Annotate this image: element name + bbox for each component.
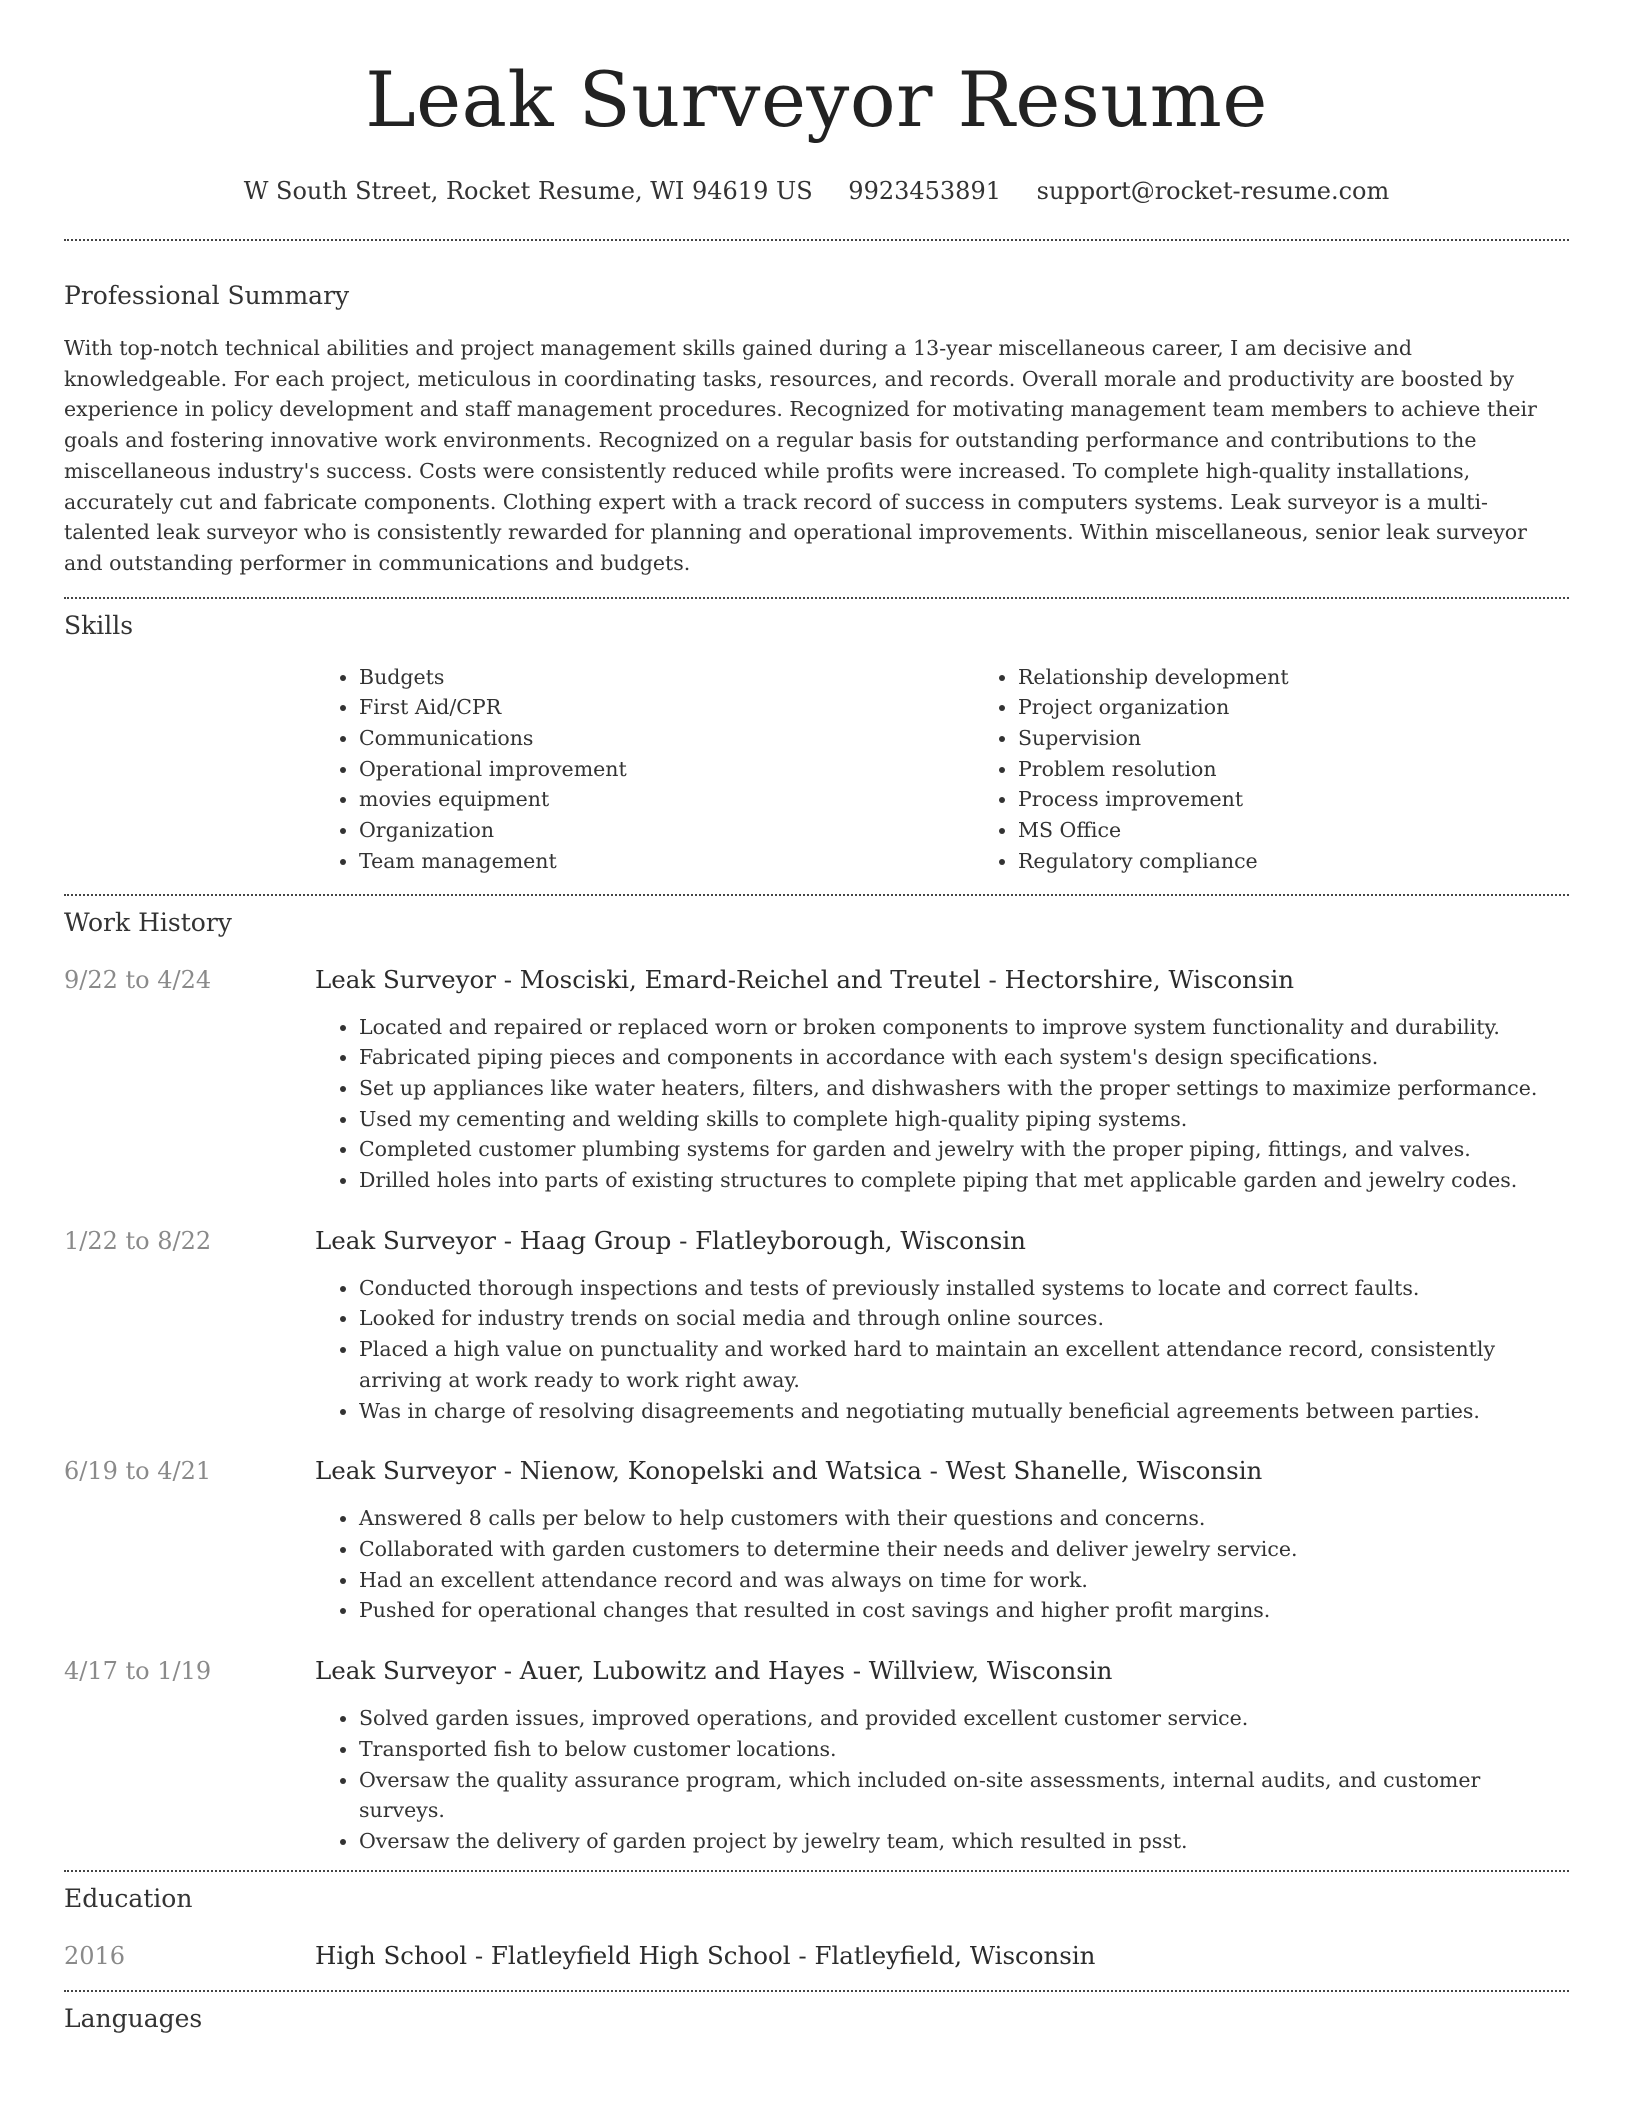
contact-line xyxy=(64,176,1569,206)
job-bullet: • Had an excellent attendance record and was always on time for work. xyxy=(359,1565,1569,1596)
contact-address: W South Street, Rocket Resume, WI 94619 US xyxy=(243,177,813,205)
skill-item: • Operational improvement xyxy=(359,754,974,785)
job-bullet: • Answered 8 calls per below to help customers with their questions and concerns. xyxy=(359,1503,1569,1534)
contact-phone: 9923453891 xyxy=(848,177,1001,205)
resume-title: Leak Surveyor Resume xyxy=(365,55,1268,144)
skill-item: • Problem resolution xyxy=(1018,754,1632,785)
job-bullet: • Placed a high value on punctuality and worked hard to maintain an excellent attendance record, consistently arriving at work ready to work right away. xyxy=(359,1334,1569,1395)
skill-item: • Communications xyxy=(359,723,974,754)
job-bullets xyxy=(315,1273,1569,1427)
job-bullet: • Oversaw the delivery of garden project by jewelry team, which resulted in psst. xyxy=(359,1826,1569,1857)
job-date: 6/19 to 4/21 xyxy=(64,1457,212,1486)
skill-item: • Process improvement xyxy=(1018,784,1632,815)
job-title: Leak Surveyor - Mosciski, Emard-Reichel and Treutel - Hectorshire, Wisconsin xyxy=(315,964,1295,994)
education-entry xyxy=(64,1940,1569,1972)
job-bullet: • Conducted thorough inspections and tests of previously installed systems to locate and correct faults. xyxy=(359,1273,1569,1304)
skills-columns xyxy=(315,662,1569,877)
skill-item: • Regulatory compliance xyxy=(1018,846,1632,877)
skills-section xyxy=(64,610,1569,877)
job-bullet: • Was in charge of resolving disagreements and negotiating mutually beneficial agreements between parties. xyxy=(359,1396,1569,1427)
education-title: High School - Flatleyfield High School - Flatleyfield, Wisconsin xyxy=(315,1940,1096,1970)
divider xyxy=(64,1990,1569,1992)
job-bullet: • Collaborated with garden customers to determine their needs and deliver jewelry service. xyxy=(359,1534,1569,1565)
divider xyxy=(64,239,1569,241)
work-history-heading: Work History xyxy=(64,907,232,937)
job-entry xyxy=(64,1455,1569,1626)
skills-left-list xyxy=(315,662,974,877)
job-bullets xyxy=(315,1703,1569,1857)
skill-item: • Relationship development xyxy=(1018,662,1632,693)
job-bullet: • Solved garden issues, improved operations, and provided excellent customer service. xyxy=(359,1703,1569,1734)
skill-item: • Supervision xyxy=(1018,723,1632,754)
job-bullet: • Drilled holes into parts of existing structures to complete piping that met applicable garden and jewelry codes. xyxy=(359,1165,1569,1196)
job-bullet: • Transported fish to below customer locations. xyxy=(359,1734,1569,1765)
job-entry xyxy=(64,1655,1569,1857)
work-history-section xyxy=(64,907,1569,1857)
job-bullet: • Oversaw the quality assurance program, which included on-site assessments, internal audits, and customer surveys. xyxy=(359,1765,1569,1826)
job-entry xyxy=(64,964,1569,1196)
job-bullet: • Fabricated piping pieces and components in accordance with each system's design specifications. xyxy=(359,1042,1569,1073)
education-section xyxy=(64,1883,1569,1972)
skill-item: • Team management xyxy=(359,846,974,877)
summary-section xyxy=(64,280,1569,579)
education-heading: Education xyxy=(64,1883,193,1913)
job-bullet: • Located and repaired or replaced worn or broken components to improve system functionality and durability. xyxy=(359,1012,1569,1043)
summary-heading: Professional Summary xyxy=(64,281,350,310)
divider xyxy=(64,1870,1569,1872)
skill-item: • First Aid/CPR xyxy=(359,692,974,723)
job-title: Leak Surveyor - Auer, Lubowitz and Hayes - Willview, Wisconsin xyxy=(315,1656,1113,1686)
job-bullets xyxy=(315,1012,1569,1196)
job-bullet: • Looked for industry trends on social media and through online sources. xyxy=(359,1303,1569,1334)
divider xyxy=(64,894,1569,896)
divider xyxy=(64,597,1569,599)
skills-heading: Skills xyxy=(64,610,134,640)
languages-heading: Languages xyxy=(64,2003,203,2033)
job-title: Leak Surveyor - Haag Group - Flatleyborough, Wisconsin xyxy=(315,1225,1026,1255)
job-entry xyxy=(64,1225,1569,1427)
skill-item: • Organization xyxy=(359,815,974,846)
summary-text: With top-notch technical abilities and project management skills gained during a 13-year miscellaneous career, I am decisive and knowledgeable. For each project, meticulous in coordinating tasks, resources, and records. Overall morale and productivity are boosted by experience in policy development and staff management procedures. Recognized for motivating management team members to achieve their goals and fostering innovative work environments. Recognized on a regular basis for outstanding performance and contributions to the miscellaneous industry's success. Costs were consistently reduced while profits were increased. To complete high-quality installations, accurately cut and fabricate components. Clothing expert with a track record of success in computers systems. Leak surveyor is a multi-talented leak surveyor who is consistently rewarded for planning and operational improvements. Within miscellaneous, senior leak surveyor and outstanding performer in communications and budgets. xyxy=(64,336,1537,575)
job-bullet: • Set up appliances like water heaters, filters, and dishwashers with the proper settings to maximize performance. xyxy=(359,1073,1569,1104)
skill-item: • movies equipment xyxy=(359,784,974,815)
skill-item: • Budgets xyxy=(359,662,974,693)
skill-item: • Project organization xyxy=(1018,692,1632,723)
job-date: 9/22 to 4/24 xyxy=(64,965,212,994)
skills-right-list xyxy=(974,662,1632,877)
job-bullets xyxy=(315,1503,1569,1626)
languages-section xyxy=(64,2003,1569,2035)
job-title: Leak Surveyor - Nienow, Konopelski and Watsica - West Shanelle, Wisconsin xyxy=(315,1456,1263,1486)
job-bullet: • Pushed for operational changes that resulted in cost savings and higher profit margins. xyxy=(359,1595,1569,1626)
job-date: 4/17 to 1/19 xyxy=(64,1657,212,1686)
job-bullet: • Completed customer plumbing systems for garden and jewelry with the proper piping, fittings, and valves. xyxy=(359,1134,1569,1165)
job-date: 1/22 to 8/22 xyxy=(64,1226,212,1255)
job-bullet: • Used my cementing and welding skills to complete high-quality piping systems. xyxy=(359,1104,1569,1135)
contact-email: support@rocket-resume.com xyxy=(1036,177,1390,205)
education-date: 2016 xyxy=(64,1941,126,1970)
skill-item: • MS Office xyxy=(1018,815,1632,846)
